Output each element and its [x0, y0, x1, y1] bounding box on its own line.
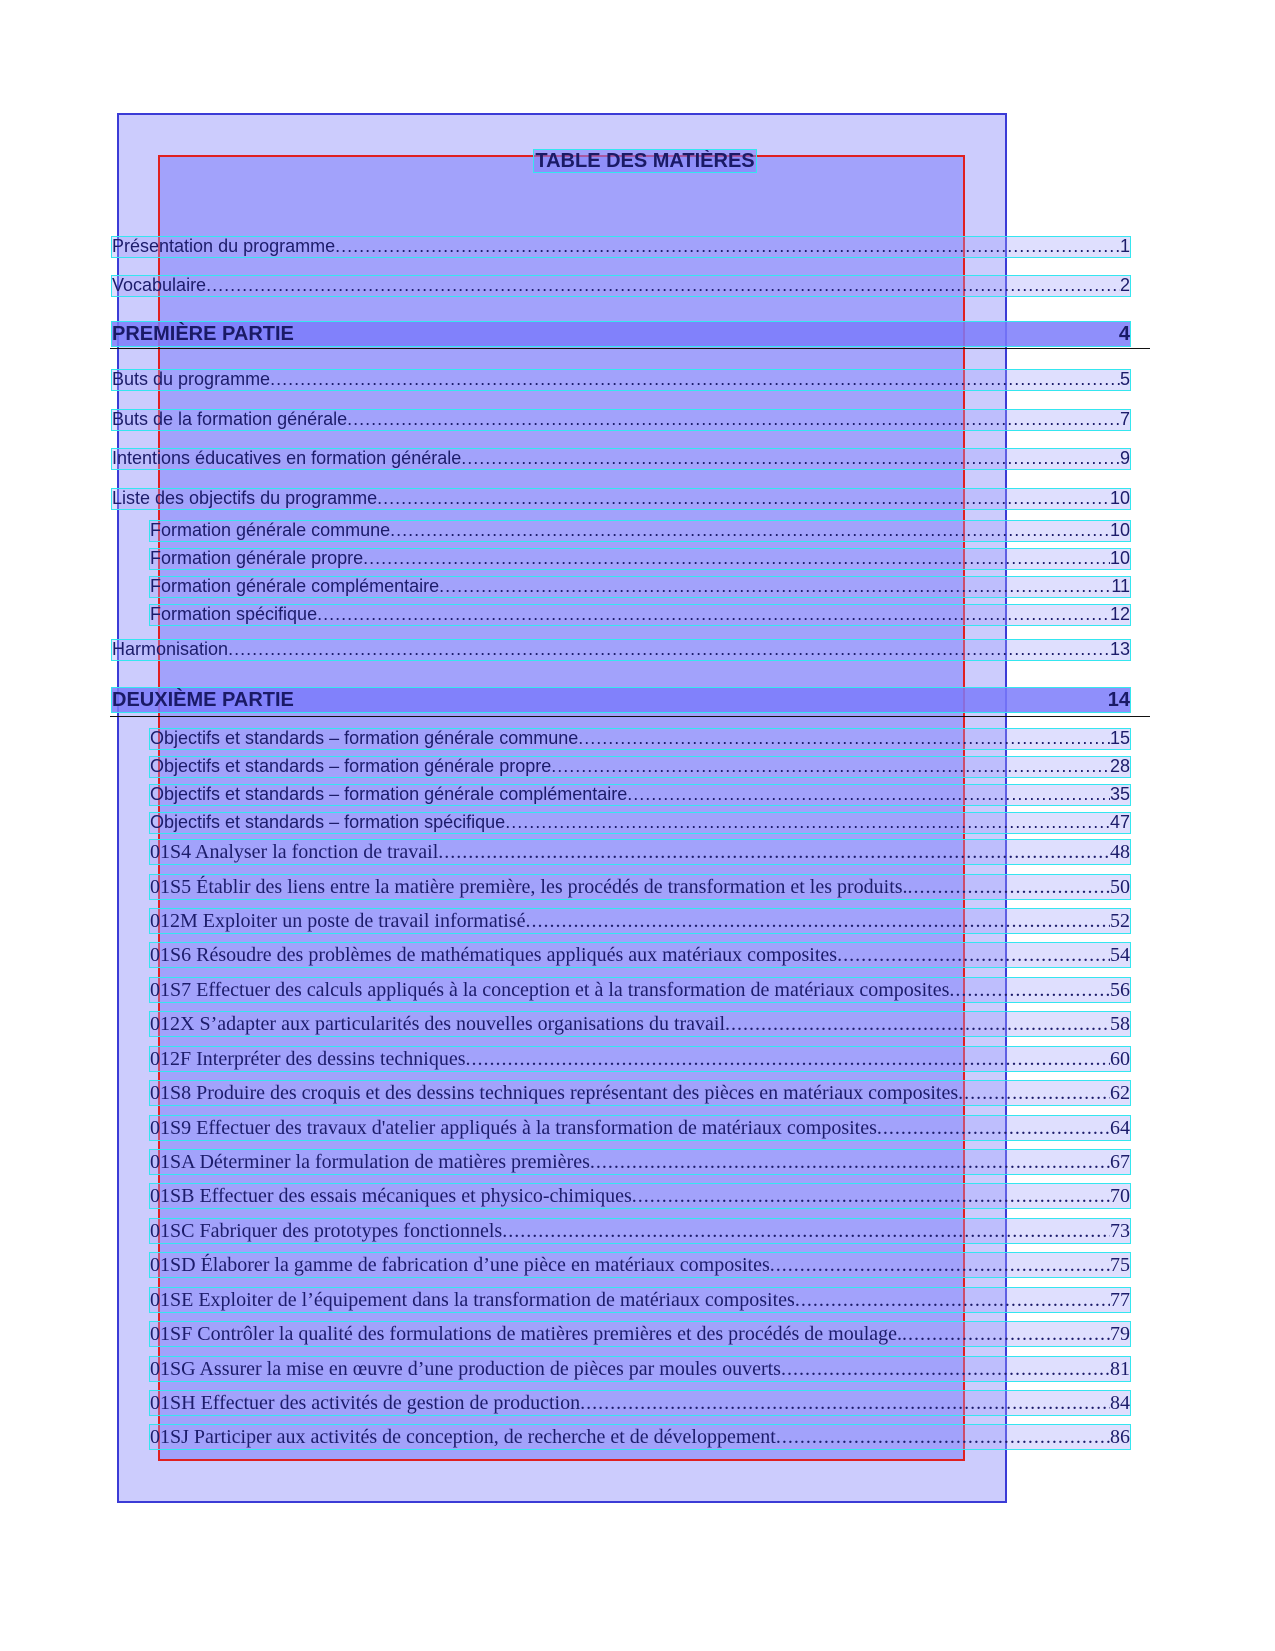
toc-leader-dots [770, 1254, 1110, 1277]
toc-entry-label: 01SD Élaborer la gamme de fabrication d’une pièce en matériaux composites [150, 1254, 770, 1276]
toc-entry-page-number: 60 [1110, 1048, 1130, 1070]
toc-entry [150, 1288, 1130, 1312]
toc-entry-page-number: 52 [1110, 910, 1130, 932]
toc-entry-page-number: 62 [1110, 1082, 1130, 1104]
toc-entry-label: 01S7 Effectuer des calculs appliqués à la conception et à la transformation de matériaux composites [150, 979, 950, 1001]
toc-entry-label: DEUXIÈME PARTIE [112, 689, 294, 711]
toc-entry [150, 1357, 1130, 1381]
toc-leader-dots [627, 785, 1110, 805]
toc-leader-dots [795, 1289, 1110, 1312]
toc-entry [150, 813, 1130, 833]
toc-entry [150, 840, 1130, 864]
toc-leader-dots [902, 1323, 1110, 1346]
toc-leader-dots [270, 370, 1120, 390]
toc-leader-dots [363, 549, 1110, 569]
toc-entry-page-number: 86 [1110, 1426, 1130, 1448]
toc-entry-page-number: 79 [1110, 1323, 1130, 1345]
toc-entry-page-number: 5 [1119, 370, 1130, 389]
toc-entry-page-number: 64 [1110, 1117, 1130, 1139]
toc-entry [150, 978, 1130, 1002]
toc-leader-dots [551, 757, 1110, 777]
page-title: TABLE DES MATIÈRES [535, 150, 755, 172]
toc-entry-page-number: 10 [1109, 549, 1130, 568]
toc-leader-dots [438, 841, 1110, 864]
toc-entry-label: Objectifs et standards – formation générale propre [150, 757, 552, 776]
toc-entry [150, 1012, 1130, 1036]
toc-entry-label: 01SG Assurer la mise en œuvre d’une production de pièces par moules ouverts [150, 1358, 781, 1380]
toc-entry [112, 276, 1130, 296]
part-divider-line [110, 348, 1150, 349]
toc-entry-label: Objectifs et standards – formation spécifique [150, 813, 506, 832]
toc-entry [150, 577, 1130, 597]
toc-leader-dots [377, 489, 1110, 509]
toc-entry-page-number: 54 [1110, 944, 1130, 966]
toc-entry [150, 521, 1130, 541]
toc-leader-dots [465, 1048, 1110, 1071]
toc-entry-label: Vocabulaire [112, 276, 207, 295]
toc-entry-label: 012F Interpréter des dessins techniques [150, 1048, 466, 1070]
toc-entry-page-number: 10 [1109, 489, 1130, 508]
toc-leader-dots [525, 910, 1110, 933]
toc-entry-label: Intentions éducatives en formation générale [112, 449, 462, 468]
toc-leader-dots [461, 449, 1120, 469]
toc-leader-dots [958, 1082, 1110, 1105]
toc-entry-label: Buts du programme [112, 370, 271, 389]
toc-leader-dots [502, 1220, 1110, 1243]
toc-entry-page-number: 13 [1109, 640, 1130, 659]
toc-leader-dots [578, 729, 1110, 749]
toc-leader-dots [908, 876, 1110, 899]
toc-entry-label: PREMIÈRE PARTIE [112, 323, 294, 345]
toc-entry [150, 1116, 1130, 1140]
toc-entry-label: 012M Exploiter un poste de travail informatisé [150, 910, 526, 932]
toc-leader-dots [590, 1151, 1110, 1174]
toc-entry [150, 1219, 1130, 1243]
toc-entry-label: 01S8 Produire des croquis et des dessins techniques représentant des pièces en matériaux composites [150, 1082, 959, 1104]
toc-entry [150, 757, 1130, 777]
toc-entry [150, 729, 1130, 749]
toc-leader-dots [317, 605, 1110, 625]
toc-entry-label: 01SE Exploiter de l’équipement dans la transformation de matériaux composites [150, 1289, 795, 1311]
toc-leader-dots [725, 1013, 1110, 1036]
toc-leader-dots [335, 237, 1120, 257]
toc-entry [150, 875, 1130, 899]
toc-entry [112, 449, 1130, 469]
toc-entry-page-number: 56 [1110, 979, 1130, 1001]
toc-entry-page-number: 77 [1110, 1289, 1130, 1311]
toc-leader-dots [228, 640, 1110, 660]
toc-entry-page-number: 67 [1110, 1151, 1130, 1173]
toc-leader-dots [877, 1117, 1110, 1140]
toc-entry-label: Formation spécifique [150, 605, 318, 624]
toc-entry [150, 1150, 1130, 1174]
toc-entry-label: 01SJ Participer aux activités de conception, de recherche et de développement [150, 1426, 776, 1448]
toc-entry [150, 1253, 1130, 1277]
toc-entry-page-number: 4 [1118, 323, 1130, 345]
toc-entry-label: Objectifs et standards – formation générale complémentaire [150, 785, 628, 804]
toc-entry-page-number: 12 [1109, 605, 1130, 624]
toc-entry [150, 909, 1130, 933]
toc-entry-label: 01SA Déterminer la formulation de matières premières [150, 1151, 590, 1173]
toc-entry-label: 01S9 Effectuer des travaux d'atelier appliqués à la transformation de matériaux composites [150, 1117, 877, 1139]
toc-entry [112, 489, 1130, 509]
toc-entry-label: Formation générale commune [150, 521, 391, 540]
toc-entry-page-number: 50 [1110, 876, 1130, 898]
toc-entry-page-number: 84 [1110, 1392, 1130, 1414]
toc-entry [150, 943, 1130, 967]
toc-entry-label: 01S4 Analyser la fonction de travail [150, 841, 439, 863]
toc-entry-label: Présentation du programme [112, 237, 336, 256]
toc-entry [150, 1184, 1130, 1208]
toc-leader-dots [347, 410, 1120, 430]
toc-entry-page-number: 48 [1110, 841, 1130, 863]
toc-leader-dots [505, 813, 1110, 833]
toc-entry [150, 1391, 1130, 1415]
toc-entry-label: Formation générale complémentaire [150, 577, 440, 596]
toc-entry [150, 1081, 1130, 1105]
toc-entry-label: Buts de la formation générale [112, 410, 348, 429]
toc-entry [150, 1322, 1130, 1346]
toc-entry-page-number: 81 [1110, 1358, 1130, 1380]
toc-entry-label: Liste des objectifs du programme [112, 489, 378, 508]
toc-leader-dots [781, 1358, 1110, 1381]
toc-entry-label: 01SH Effectuer des activités de gestion de production [150, 1392, 581, 1414]
toc-entry-page-number: 9 [1119, 449, 1130, 468]
toc-leader-dots [580, 1392, 1110, 1415]
part-heading [112, 688, 1130, 712]
toc-entry-label: Formation générale propre [150, 549, 364, 568]
toc-entry-page-number: 10 [1109, 521, 1130, 540]
toc-entry [150, 1425, 1130, 1449]
toc-entry-page-number: 73 [1110, 1220, 1130, 1242]
toc-entry-page-number: 14 [1107, 689, 1130, 711]
toc-entry-page-number: 35 [1109, 785, 1130, 804]
toc-entry-page-number: 15 [1109, 729, 1130, 748]
toc-entry [112, 640, 1130, 660]
toc-entry-label: Objectifs et standards – formation générale commune [150, 729, 579, 748]
toc-leader-dots [390, 521, 1110, 541]
part-divider-line [110, 716, 1150, 717]
toc-entry-label: 01SB Effectuer des essais mécaniques et physico-chimiques [150, 1185, 632, 1207]
toc-entry [150, 605, 1130, 625]
toc-entry-page-number: 28 [1109, 757, 1130, 776]
toc-entry [112, 370, 1130, 390]
toc-entry-label: Harmonisation [112, 640, 229, 659]
toc-entry-page-number: 70 [1110, 1185, 1130, 1207]
toc-leader-dots [837, 944, 1110, 967]
toc-entry-page-number: 58 [1110, 1013, 1130, 1035]
toc-entry [112, 237, 1130, 257]
toc-entry [112, 410, 1130, 430]
toc-entry-page-number: 47 [1109, 813, 1130, 832]
toc-leader-dots [776, 1426, 1110, 1449]
toc-entry [150, 549, 1130, 569]
toc-entry-page-number: 7 [1119, 410, 1130, 429]
toc-entry [150, 1047, 1130, 1071]
toc-leader-dots [439, 577, 1111, 597]
toc-leader-dots [632, 1185, 1110, 1208]
toc-entry-page-number: 2 [1119, 276, 1130, 295]
part-heading [112, 322, 1130, 346]
toc-entry-label: 012X S’adapter aux particularités des nouvelles organisations du travail [150, 1013, 726, 1035]
toc-entry-label: 01S5 Établir des liens entre la matière première, les procédés de transformation et les produits. [150, 876, 908, 898]
toc-entry-label: 01SC Fabriquer des prototypes fonctionnels [150, 1220, 503, 1242]
toc-entry-page-number: 1 [1119, 237, 1130, 256]
toc-leader-dots [949, 979, 1110, 1002]
toc-entry-label: 01S6 Résoudre des problèmes de mathématiques appliqués aux matériaux composites [150, 944, 838, 966]
toc-entry [150, 785, 1130, 805]
toc-entry-page-number: 11 [1111, 577, 1130, 596]
toc-entry-page-number: 75 [1110, 1254, 1130, 1276]
toc-entry-label: 01SF Contrôler la qualité des formulations de matières premières et des procédés de moulage. [150, 1323, 903, 1345]
toc-leader-dots [206, 276, 1120, 296]
